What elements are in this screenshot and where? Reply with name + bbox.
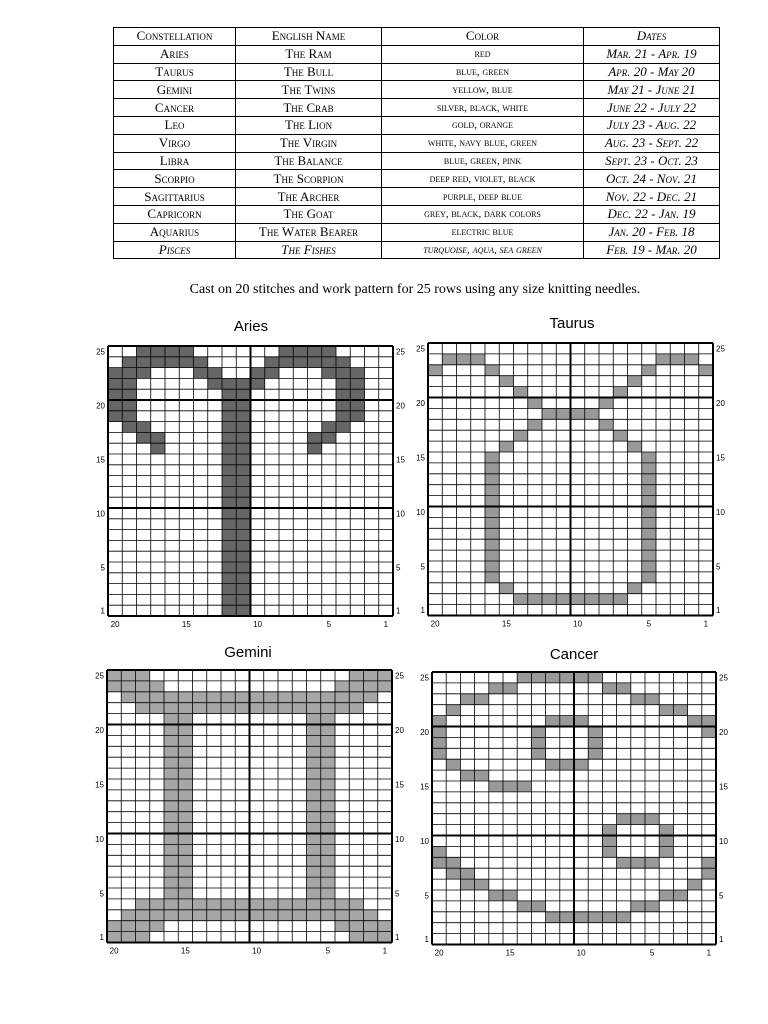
stitch-cell	[602, 836, 616, 847]
row-number-label: 5	[420, 562, 425, 572]
stitch-cell	[517, 781, 531, 792]
row-number-label: 15	[395, 780, 404, 790]
stitch-cell	[432, 748, 446, 759]
cell-constellation: Virgo	[114, 134, 236, 152]
cell-english-name: The Lion	[236, 116, 382, 134]
header-dates: Dates	[584, 28, 720, 46]
cell-constellation: Capricorn	[114, 205, 236, 223]
column-number-label: 15	[181, 620, 191, 629]
stitch-cell	[446, 868, 460, 879]
row-number-label: 5	[100, 563, 105, 573]
row-number-label: 20	[95, 725, 104, 735]
cell-color: silver, black, white	[382, 99, 584, 117]
row-number-label: 5	[395, 889, 400, 899]
row-number-label: 10	[95, 834, 104, 844]
row-number-label: 1	[100, 606, 105, 616]
stitch-cell	[588, 727, 602, 738]
instructions-text: Cast on 20 stitches and work pattern for 25 rows using any size knitting needles.	[189, 282, 641, 297]
cell-dates: May 21 - June 21	[584, 81, 720, 99]
stitch-cell	[659, 705, 673, 716]
stitch-cell	[574, 672, 588, 683]
cell-color: blue, green	[382, 63, 584, 81]
row-number-label: 1	[716, 606, 721, 616]
row-number-label: 20	[716, 398, 725, 408]
cell-constellation: Libra	[114, 152, 236, 170]
column-number-label: 15	[501, 619, 511, 629]
gemini-chart-title: Gemini	[224, 644, 272, 661]
cell-dates: Nov. 22 - Dec. 21	[584, 188, 720, 206]
stitch-cell	[688, 716, 702, 727]
cell-english-name: The Virgin	[236, 134, 382, 152]
stitch-cell	[702, 868, 716, 879]
row-number-label: 15	[416, 453, 425, 463]
row-number-label: 15	[716, 453, 725, 463]
stitch-cell	[489, 781, 503, 792]
stitch-cell	[460, 694, 474, 705]
stitch-cell	[560, 672, 574, 683]
cell-dates: July 23 - Aug. 22	[584, 116, 720, 134]
column-number-label: 1	[382, 946, 388, 956]
row-number-label: 15	[396, 455, 405, 465]
cell-dates: Sept. 23 - Oct. 23	[584, 152, 720, 170]
cell-constellation: Leo	[114, 116, 236, 134]
row-number-label: 5	[719, 891, 724, 901]
column-number-label: 10	[253, 620, 263, 629]
stitch-cell	[588, 748, 602, 759]
row-number-label: 25	[396, 347, 405, 357]
column-number-label: 20	[430, 619, 440, 629]
row-number-label: 25	[416, 344, 425, 354]
stitch-cell	[631, 857, 645, 868]
stitch-cell	[475, 694, 489, 705]
stitch-cell	[531, 737, 545, 748]
stitch-cell	[531, 748, 545, 759]
stitch-cell	[446, 759, 460, 770]
cell-constellation: Taurus	[114, 63, 236, 81]
stitch-cell	[446, 705, 460, 716]
cell-color: red	[382, 45, 584, 63]
stitch-cell	[617, 912, 631, 923]
stitch-cell	[560, 716, 574, 727]
row-number-label: 15	[95, 780, 104, 790]
cell-constellation: Aries	[114, 45, 236, 63]
stitch-cell	[602, 683, 616, 694]
cell-english-name: The Ram	[236, 45, 382, 63]
row-number-label: 10	[716, 507, 725, 517]
cell-dates: Feb. 19 - Mar. 20	[584, 241, 720, 259]
stitch-cell	[702, 857, 716, 868]
column-number-label: 15	[180, 946, 190, 956]
row-number-label: 10	[395, 834, 404, 844]
row-number-label: 5	[716, 562, 721, 572]
cell-color: deep red, violet, black	[382, 170, 584, 188]
row-number-label: 10	[96, 509, 105, 519]
column-number-label: 5	[649, 948, 655, 958]
cell-color: blue, green, pink	[382, 152, 584, 170]
row-number-label: 1	[99, 933, 104, 943]
stitch-cell	[574, 912, 588, 923]
row-number-label: 10	[719, 836, 728, 846]
row-number-label: 1	[719, 935, 724, 945]
cell-constellation: Scorpio	[114, 170, 236, 188]
cell-color: purple, deep blue	[382, 188, 584, 206]
column-number-label: 5	[325, 946, 331, 956]
stitch-cell	[432, 716, 446, 727]
stitch-cell	[460, 868, 474, 879]
row-number-label: 1	[420, 606, 425, 616]
stitch-cell	[546, 759, 560, 770]
cell-dates: Mar. 21 - Apr. 19	[584, 45, 720, 63]
row-number-label: 5	[424, 891, 429, 901]
column-number-label: 1	[383, 620, 389, 629]
stitch-cell	[531, 672, 545, 683]
stitch-cell	[602, 912, 616, 923]
cell-dates: Dec. 22 - Jan. 19	[584, 205, 720, 223]
stitch-cell	[560, 912, 574, 923]
stitch-cell	[560, 759, 574, 770]
row-number-label: 5	[396, 563, 401, 573]
column-number-label: 1	[703, 619, 709, 629]
cell-constellation: Sagittarius	[114, 188, 236, 206]
stitch-cell	[588, 672, 602, 683]
cell-constellation: Cancer	[114, 99, 236, 117]
row-number-label: 20	[395, 725, 404, 735]
cell-english-name: The Goat	[236, 205, 382, 223]
stitch-cell	[631, 694, 645, 705]
row-number-label: 15	[420, 782, 429, 792]
header-color: Color	[382, 28, 584, 46]
row-number-label: 20	[96, 401, 105, 411]
stitch-cell	[546, 716, 560, 727]
header-constellation: Constellation	[114, 28, 236, 46]
cell-color: electric blue	[382, 223, 584, 241]
column-number-label: 20	[110, 620, 120, 629]
cancer-chart-title: Cancer	[549, 646, 599, 663]
stitch-cell	[659, 836, 673, 847]
header-english-name: English Name	[236, 28, 382, 46]
cell-dates: Apr. 20 - May 20	[584, 63, 720, 81]
stitch-cell	[673, 890, 687, 901]
stitch-cell	[645, 814, 659, 825]
stitch-cell	[432, 727, 446, 738]
row-number-label: 15	[719, 782, 728, 792]
cell-english-name: The Bull	[236, 63, 382, 81]
cell-color: yellow, blue	[382, 81, 584, 99]
cell-english-name: The Balance	[236, 152, 382, 170]
column-number-label: 1	[706, 948, 712, 958]
stitch-cell	[546, 672, 560, 683]
stitch-cell	[631, 901, 645, 912]
stitch-cell	[460, 770, 474, 781]
stitch-cell	[659, 846, 673, 857]
cell-english-name: The Archer	[236, 188, 382, 206]
stitch-cell	[574, 759, 588, 770]
stitch-cell	[475, 770, 489, 781]
stitch-cell	[659, 825, 673, 836]
cell-english-name: The Twins	[236, 81, 382, 99]
stitch-cell	[588, 912, 602, 923]
row-number-label: 25	[96, 347, 105, 357]
stitch-cell	[432, 857, 446, 868]
stitch-cell	[574, 716, 588, 727]
row-number-label: 25	[95, 671, 104, 681]
cell-dates: Aug. 23 - Sept. 22	[584, 134, 720, 152]
stitch-cell	[503, 781, 517, 792]
column-number-label: 20	[434, 948, 444, 958]
stitch-cell	[702, 727, 716, 738]
stitch-cell	[460, 879, 474, 890]
row-number-label: 10	[396, 509, 405, 519]
cell-color: turquoise, aqua, sea green	[382, 241, 584, 259]
stitch-cell	[645, 901, 659, 912]
stitch-cell	[659, 890, 673, 901]
row-number-label: 25	[420, 673, 429, 683]
column-number-label: 5	[646, 619, 652, 629]
stitch-cell	[517, 901, 531, 912]
column-number-label: 15	[505, 948, 515, 958]
row-number-label: 1	[424, 935, 429, 945]
stitch-cell	[688, 879, 702, 890]
stitch-cell	[517, 672, 531, 683]
column-number-label: 5	[326, 620, 332, 629]
cell-dates: Jan. 20 - Feb. 18	[584, 223, 720, 241]
stitch-cell	[503, 683, 517, 694]
stitch-cell	[531, 727, 545, 738]
stitch-cell	[631, 814, 645, 825]
stitch-cell	[702, 716, 716, 727]
cell-constellation: Gemini	[114, 81, 236, 99]
stitch-cell	[673, 705, 687, 716]
aries-chart-title: Aries	[233, 318, 269, 335]
stitch-cell	[489, 683, 503, 694]
cell-constellation: Aquarius	[114, 223, 236, 241]
row-number-label: 25	[716, 344, 725, 354]
column-number-label: 10	[573, 619, 583, 629]
stitch-cell	[546, 912, 560, 923]
row-number-label: 25	[719, 673, 728, 683]
row-number-label: 5	[99, 889, 104, 899]
row-number-label: 15	[96, 455, 105, 465]
row-number-label: 20	[416, 398, 425, 408]
stitch-cell	[645, 857, 659, 868]
cell-english-name: The Scorpion	[236, 170, 382, 188]
stitch-cell	[446, 857, 460, 868]
cell-constellation: Pisces	[114, 241, 236, 259]
column-number-label: 10	[252, 946, 262, 956]
row-number-label: 25	[395, 671, 404, 681]
stitch-cell	[602, 825, 616, 836]
stitch-cell	[617, 857, 631, 868]
cell-english-name: The Crab	[236, 99, 382, 117]
stitch-cell	[617, 683, 631, 694]
stitch-cell	[617, 814, 631, 825]
cell-english-name: The Water Bearer	[236, 223, 382, 241]
cell-dates: Oct. 24 - Nov. 21	[584, 170, 720, 188]
row-number-label: 20	[420, 727, 429, 737]
row-number-label: 10	[416, 507, 425, 517]
column-number-label: 10	[576, 948, 586, 958]
stitch-cell	[645, 694, 659, 705]
stitch-cell	[531, 901, 545, 912]
stitch-cell	[503, 890, 517, 901]
row-number-label: 10	[420, 836, 429, 846]
cell-dates: June 22 - July 22	[584, 99, 720, 117]
stitch-cell	[432, 737, 446, 748]
stitch-cell	[489, 890, 503, 901]
cell-color: gold, orange	[382, 116, 584, 134]
row-number-label: 1	[395, 933, 400, 943]
cell-color: white, navy blue, green	[382, 134, 584, 152]
stitch-cell	[475, 879, 489, 890]
column-number-label: 20	[109, 946, 119, 956]
row-number-label: 20	[719, 727, 728, 737]
cell-color: grey, black, dark colors	[382, 205, 584, 223]
stitch-cell	[588, 737, 602, 748]
row-number-label: 20	[396, 401, 405, 411]
cell-english-name: The Fishes	[236, 241, 382, 259]
stitch-cell	[602, 846, 616, 857]
taurus-chart-title: Taurus	[549, 315, 595, 332]
row-number-label: 1	[396, 606, 401, 616]
stitch-cell	[432, 846, 446, 857]
